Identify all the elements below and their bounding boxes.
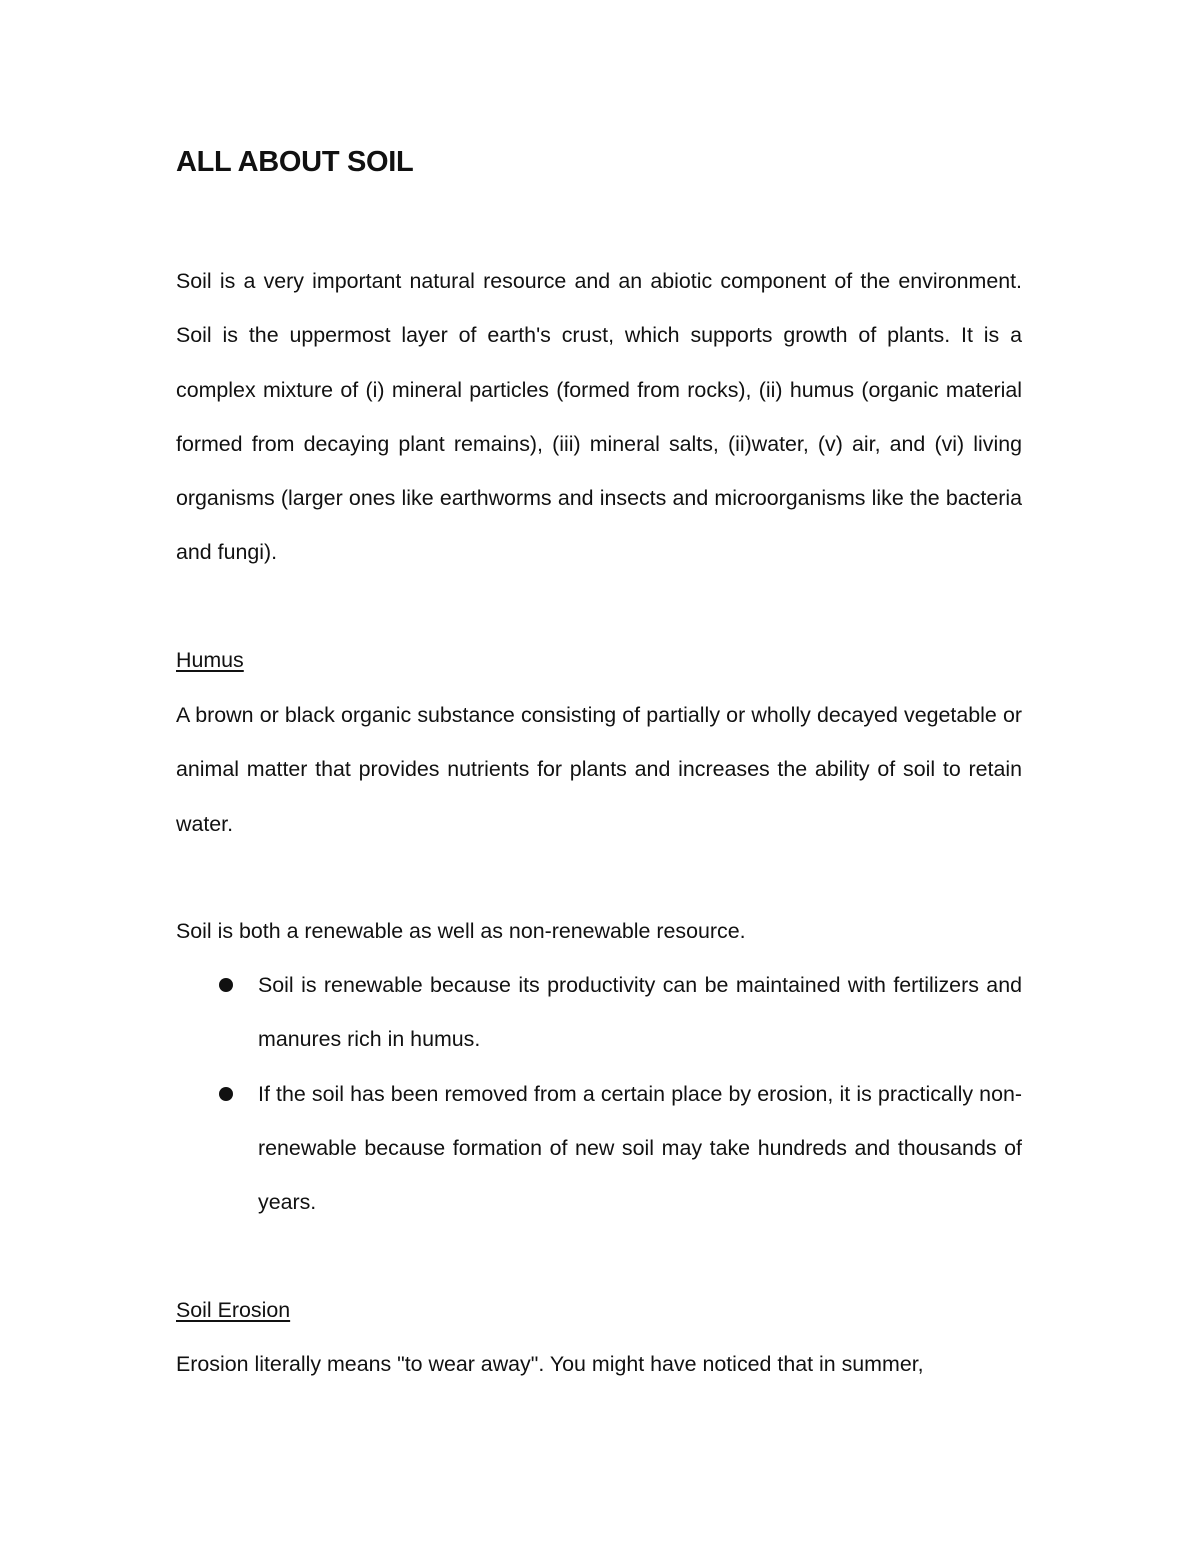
bullet-icon [219, 1087, 233, 1101]
soil-erosion-paragraph: Erosion literally means "to wear away". You might have noticed that in summer, [176, 1352, 924, 1376]
list-item [176, 1067, 1022, 1230]
soil-erosion-heading: Soil Erosion [176, 1298, 291, 1322]
bullet-text: If the soil has been removed from a certain place by erosion, it is practically non-renewable because formation of new soil may take hundreds and thousands of years. [258, 1081, 1022, 1215]
intro-paragraph: Soil is a very important natural resource and an abiotic component of the environment. Soil is the uppermost layer of earth's crust, which supports growth of plants. It is a complex mixture of (i) mineral particles (formed from rocks), (ii) humus (organic material formed from decaying plant remains), (iii) mineral salts, (ii)water, (v) air, and (vi) living organisms (larger ones like earthworms and insects and microorganisms like the bacteria and fungi). [176, 269, 1022, 565]
humus-paragraph: A brown or black organic substance consisting of partially or wholly decayed vegetable or animal matter that provides nutrients for plants and increases the ability of soil to retain water. [176, 703, 1022, 836]
humus-heading: Humus [176, 648, 244, 672]
bullet-text: Soil is renewable because its productivity can be maintained with fertilizers and manures rich in humus. [258, 973, 1022, 1052]
document-title: ALL ABOUT SOIL [176, 146, 414, 178]
list-item [176, 958, 1022, 1067]
bullet-icon [219, 978, 233, 992]
renewable-statement: Soil is both a renewable as well as non-renewable resource. [176, 919, 746, 943]
renewable-bullet-list [176, 958, 1022, 1229]
